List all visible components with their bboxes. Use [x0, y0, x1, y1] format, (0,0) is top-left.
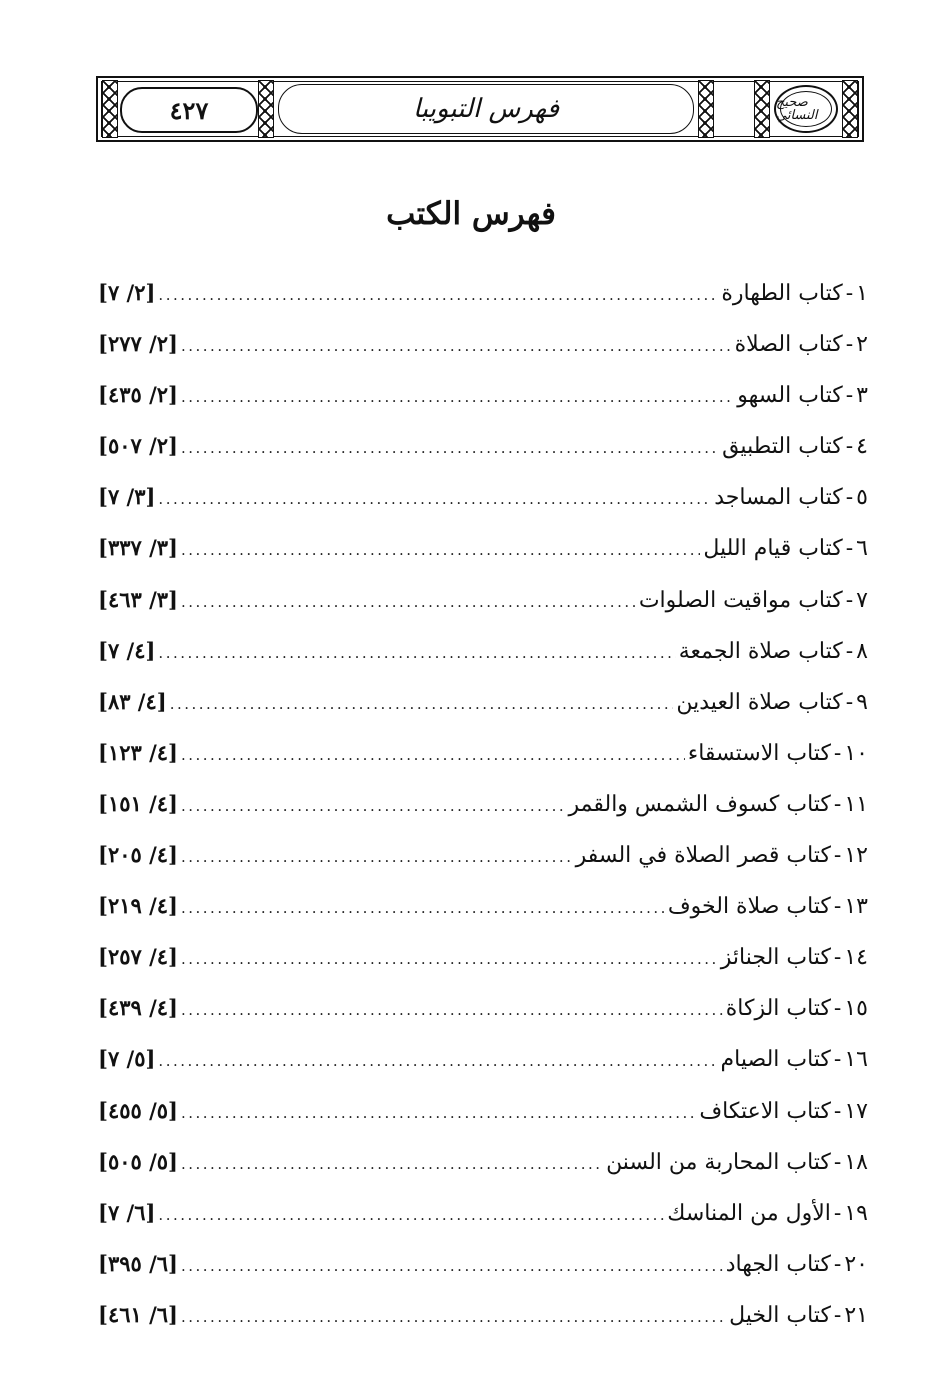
entry-title: كتاب صلاة الجمعة [678, 638, 843, 664]
volume-page-reference: [٦/ ٧] [98, 1199, 156, 1225]
volume-page-reference: [٣/ ٤٦٣] [98, 586, 178, 612]
entry-dash: - [845, 434, 854, 460]
entry-dash: - [833, 945, 842, 971]
volume-page-reference: [٦/ ٤٦١] [98, 1301, 178, 1327]
entry-title: كتاب قيام الليل [703, 536, 843, 562]
dot-leader [181, 1155, 603, 1173]
toc-entry [98, 1046, 868, 1097]
entry-title: كتاب المساجد [714, 485, 843, 511]
entry-number: ٤ [856, 434, 868, 460]
dot-leader [181, 388, 734, 406]
toc-entry [98, 1149, 868, 1200]
dot-leader [158, 1052, 717, 1070]
entry-number: ١٥ [844, 996, 868, 1022]
dot-leader [181, 1104, 696, 1122]
entry-number: ١٨ [844, 1149, 868, 1175]
entry-title: كتاب الجنائز [720, 945, 831, 971]
dot-leader [158, 644, 675, 662]
dot-leader [158, 1206, 664, 1224]
entry-dash: - [833, 1098, 842, 1124]
volume-page-reference: [٢/ ٥٠٧] [98, 433, 178, 459]
entry-number: ١٤ [844, 945, 868, 971]
ornament-panel [698, 80, 714, 138]
entry-number: ٦ [856, 536, 868, 562]
entry-title: كتاب التطبيق [722, 434, 843, 460]
dot-leader [181, 899, 665, 917]
toc-entry [98, 638, 868, 689]
volume-page-reference: [٣/ ٣٣٧] [98, 535, 178, 561]
entry-number: ٣ [856, 383, 868, 409]
page-number: ٤٢٧ [169, 95, 209, 125]
running-title-cartouche [278, 84, 694, 134]
volume-page-reference: [٥/ ٧] [98, 1046, 156, 1072]
calligraphy-seal-logo [774, 85, 838, 133]
entry-number: ٨ [856, 638, 868, 664]
entry-title: كتاب الطهارة [721, 281, 843, 306]
ornament-panel [754, 80, 770, 138]
volume-page-reference: [٢/ ٧] [98, 280, 156, 305]
page-number-cartouche [120, 87, 258, 133]
toc-entry [98, 842, 868, 893]
entry-title: الأول من المناسك [667, 1200, 831, 1226]
ornament-panel [102, 80, 118, 138]
entry-number: ١٩ [844, 1200, 868, 1226]
entry-title: كتاب الزكاة [725, 996, 831, 1022]
running-title: فهرس التبويبا [412, 94, 560, 124]
volume-page-reference: [٤/ ١٥١] [98, 790, 178, 816]
volume-page-reference: [٢/ ٤٣٥] [98, 382, 178, 408]
entry-title: كتاب الصيام [720, 1047, 831, 1073]
entry-dash: - [845, 587, 854, 613]
toc-entry [98, 280, 868, 331]
dot-leader [158, 286, 718, 304]
toc-entry [98, 1098, 868, 1149]
dot-leader [181, 1257, 723, 1275]
page-title: فهرس الكتب [386, 196, 556, 232]
ornament-panel [842, 80, 858, 138]
seal-text: صحيح النسائي [776, 95, 818, 123]
entry-number: ٢١ [844, 1302, 868, 1328]
dot-leader [181, 848, 573, 866]
entry-number: ٩ [856, 689, 868, 715]
dot-leader [170, 695, 674, 713]
toc-entry [98, 689, 868, 740]
entry-dash: - [845, 281, 854, 306]
volume-page-reference: [٢/ ٢٧٧] [98, 331, 178, 357]
entry-number: ١٧ [844, 1098, 868, 1124]
ornament-panel [258, 80, 274, 138]
entry-number: ٢٠ [844, 1251, 868, 1277]
toc-entry [98, 433, 868, 484]
toc-entry [98, 944, 868, 995]
entry-dash: - [845, 383, 854, 409]
entry-title: كتاب مواقيت الصلوات [638, 587, 843, 613]
dot-leader [181, 1001, 723, 1019]
entry-title: كتاب الخيل [729, 1302, 831, 1328]
entry-dash: - [833, 1047, 842, 1073]
toc-list [98, 280, 868, 1353]
toc-entry [98, 995, 868, 1046]
entry-number: ٥ [856, 485, 868, 511]
volume-page-reference: [٤/ ٨٣] [98, 688, 167, 714]
dot-leader [158, 490, 711, 508]
toc-entry [98, 331, 868, 382]
entry-dash: - [845, 638, 854, 664]
entry-number: ١٦ [844, 1047, 868, 1073]
volume-page-reference: [٤/ ٤٣٩] [98, 995, 178, 1021]
seal-ring [780, 91, 832, 127]
entry-title: كتاب الاعتكاف [699, 1098, 831, 1124]
volume-page-reference: [٦/ ٣٩٥] [98, 1250, 178, 1276]
toc-entry [98, 484, 868, 535]
entry-dash: - [833, 1302, 842, 1328]
toc-entry [98, 1251, 868, 1302]
entry-dash: - [833, 1200, 842, 1226]
entry-dash: - [833, 791, 842, 817]
dot-leader [181, 593, 636, 611]
entry-title: كتاب قصر الصلاة في السفر [575, 843, 831, 869]
toc-entry [98, 740, 868, 791]
entry-title: كتاب الجهاد [725, 1251, 831, 1277]
page-header [96, 76, 864, 142]
entry-title: كتاب الاستسقاء [687, 740, 831, 766]
dot-leader [181, 950, 718, 968]
entry-number: ١١ [844, 791, 868, 817]
entry-dash: - [833, 1149, 842, 1175]
entry-dash: - [845, 485, 854, 511]
dot-leader [181, 337, 732, 355]
volume-page-reference: [٣/ ٧] [98, 484, 156, 510]
entry-dash: - [833, 894, 842, 920]
volume-page-reference: [٤/ ٢٠٥] [98, 842, 178, 868]
entry-dash: - [833, 843, 842, 869]
toc-entry [98, 535, 868, 586]
entry-number: ١٣ [844, 894, 868, 920]
entry-dash: - [845, 332, 854, 358]
dot-leader [181, 541, 700, 559]
entry-dash: - [845, 689, 854, 715]
dot-leader [181, 439, 719, 457]
toc-entry [98, 382, 868, 433]
entry-dash: - [833, 740, 842, 766]
entry-number: ٢ [856, 332, 868, 358]
entry-title: كتاب المحاربة من السنن [606, 1149, 831, 1175]
dot-leader [181, 797, 566, 815]
volume-page-reference: [٤/ ٢١٩] [98, 893, 178, 919]
entry-title: كتاب كسوف الشمس والقمر [568, 791, 831, 817]
dot-leader [181, 1308, 726, 1326]
entry-dash: - [833, 1251, 842, 1277]
volume-page-reference: [٤/ ١٢٣] [98, 739, 178, 765]
entry-number: ١٢ [844, 843, 868, 869]
toc-entry [98, 587, 868, 638]
volume-page-reference: [٥/ ٥٠٥] [98, 1148, 178, 1174]
entry-dash: - [833, 996, 842, 1022]
toc-entry [98, 1302, 868, 1353]
volume-page-reference: [٤/ ٢٥٧] [98, 944, 178, 970]
entry-number: ١٠ [844, 740, 868, 766]
entry-number: ١ [856, 281, 868, 306]
toc-entry [98, 893, 868, 944]
entry-title: كتاب صلاة العيدين [676, 689, 843, 715]
entry-dash: - [845, 536, 854, 562]
entry-title: كتاب صلاة الخوف [667, 894, 831, 920]
dot-leader [181, 746, 685, 764]
toc-entry [98, 791, 868, 842]
volume-page-reference: [٤/ ٧] [98, 637, 156, 663]
volume-page-reference: [٥/ ٤٥٥] [98, 1097, 178, 1123]
toc-entry [98, 1200, 868, 1251]
entry-title: كتاب السهو [737, 383, 843, 409]
entry-title: كتاب الصلاة [734, 332, 843, 358]
entry-number: ٧ [856, 587, 868, 613]
